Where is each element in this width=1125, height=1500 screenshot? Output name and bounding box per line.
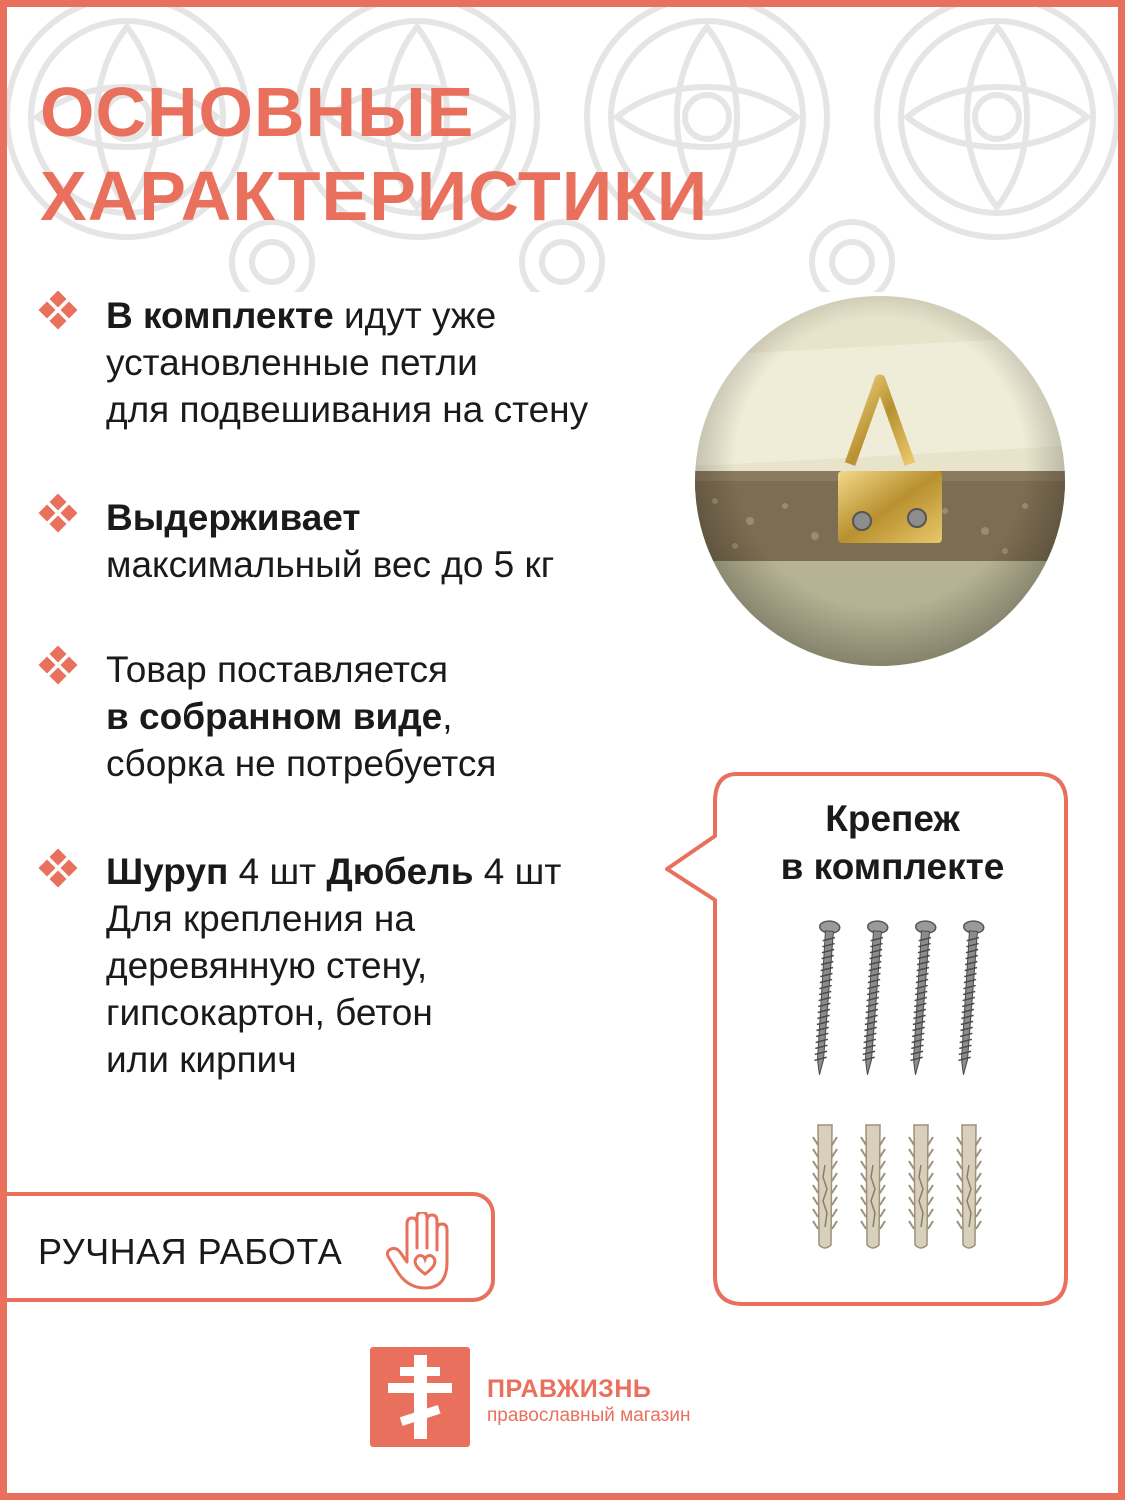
screw-icon — [809, 920, 840, 1075]
screw-icon — [953, 920, 984, 1075]
dowel-icon — [909, 1125, 933, 1248]
feature-text: для подвешивания на стену — [106, 389, 589, 430]
screw-icon — [857, 920, 888, 1075]
feature-text: идут уже — [333, 295, 497, 336]
feature-text: деревянную стену, — [106, 945, 428, 986]
orthodox-cross-logo-icon — [370, 1347, 470, 1447]
feature-assembled — [106, 646, 496, 787]
page-title — [40, 70, 708, 238]
title-line-1: ОСНОВНЫЕ — [40, 73, 475, 151]
fasteners-title — [715, 795, 1070, 891]
fasteners-title-line-1: Крепеж — [825, 798, 960, 839]
screw-icon — [905, 920, 936, 1075]
feature-fasteners — [106, 848, 561, 1083]
feature-bold: В комплекте — [106, 295, 334, 336]
feature-text: максимальный вес до 5 кг — [106, 544, 555, 585]
dowel-icon — [813, 1125, 837, 1248]
feature-text: сборка не потребуется — [106, 743, 497, 784]
feature-bold: в собранном виде — [106, 696, 443, 737]
feature-text: 4 шт — [228, 851, 327, 892]
feature-text: гипсокартон, бетон — [106, 992, 433, 1033]
diamond-bullet-icon — [38, 848, 80, 890]
feature-text: Товар поставляется — [106, 649, 449, 690]
feature-text: , — [442, 696, 453, 737]
diamond-bullet-icon — [38, 290, 80, 332]
handmade-label: РУЧНАЯ РАБОТА — [38, 1231, 343, 1272]
feature-bold: Выдерживает — [106, 497, 361, 538]
feature-bold: Шуруп — [106, 851, 229, 892]
feature-bold: Дюбель — [326, 851, 474, 892]
title-line-2: ХАРАКТЕРИСТИКИ — [40, 157, 709, 235]
feature-text: установленные петли — [106, 342, 478, 383]
feature-text: или кирпич — [106, 1039, 297, 1080]
diamond-bullet-icon — [38, 493, 80, 535]
logo-name: ПРАВЖИЗНЬ — [487, 1375, 652, 1403]
fasteners-title-line-2: в комплекте — [780, 846, 1005, 887]
dowel-icon — [861, 1125, 885, 1248]
dowel-icon — [957, 1125, 981, 1248]
diamond-bullet-icon — [38, 645, 80, 687]
hand-heart-icon — [385, 1212, 455, 1292]
feature-text: 4 шт — [473, 851, 562, 892]
feature-max-weight — [106, 494, 554, 588]
feature-text: Для крепления на — [106, 898, 415, 939]
hanging-loop-photo — [695, 296, 1065, 666]
feature-kit-loops — [106, 292, 588, 433]
fasteners-illustration — [790, 915, 1010, 1255]
logo-subtitle: православный магазин — [487, 1405, 691, 1426]
